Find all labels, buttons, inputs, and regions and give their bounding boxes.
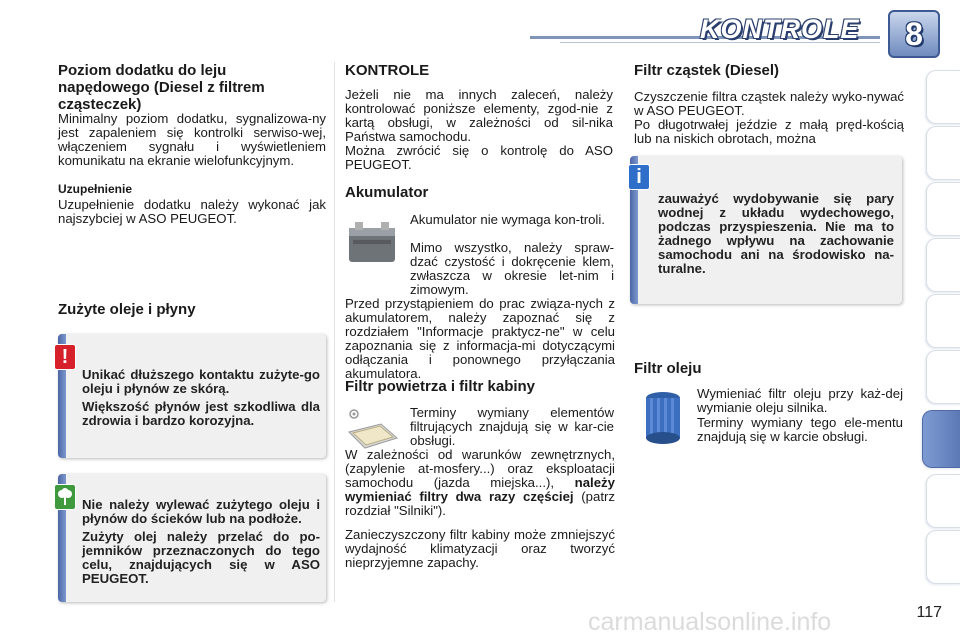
oil-filter-text-2: Terminy wymiany tego ele-mentu znajdują się w karcie obsługi.	[697, 415, 903, 444]
warning-box	[58, 334, 326, 458]
environment-text-1: Nie należy wylewać zużytego oleju i płynów do ścieków lub na podłoże.	[82, 497, 320, 526]
particle-filter-text-1: Czyszczenie filtra cząstek należy wyko-nywać w ASO PEUGEOT.	[634, 89, 904, 118]
chapter-tab[interactable]	[926, 126, 960, 180]
additive-level-title: Poziom dodatku do leju napędowego (Diesel z filtrem cząsteczek)	[58, 62, 265, 113]
chapter-tab-active[interactable]	[922, 410, 960, 468]
air-filter-title: Filtr powietrza i filtr kabiny	[345, 378, 536, 395]
page-number: 117	[916, 604, 942, 621]
air-filter-text-2a: W zależności od warunków zewnętrznych, (zapylenie at-mosfery...) oraz eksploatacji samochodu (jazda miejska...),	[345, 447, 615, 490]
column-divider	[334, 62, 335, 602]
info-text: zauważyć wydobywanie się pary wodnej z układu wydechowego, podczas przyspieszenia. Nie ma to żadnego wpływu na zachowanie samochodu ani na środowisko na-turalne.	[658, 191, 894, 276]
chapter-number-badge	[888, 10, 940, 58]
battery-text-2: Mimo wszystko, należy spraw-dzać czystość i dokręcenie klem, zwłaszcza w okresie let-nim i zimowym.	[410, 240, 614, 297]
battery-title: Akumulator	[345, 184, 429, 201]
battery-text-3: Przed przystąpieniem do prac związa-nych z akumulatorem, należy zapoznać się z rozdziałem "Informacje praktycz-ne" w celu zapoznania się z informacja-mi dotyczącymi odłączania i ponownego przyłączania akumulatora.	[345, 296, 615, 381]
warning-icon: !	[54, 344, 76, 370]
used-oils-title: Zużyte oleje i płyny	[58, 301, 196, 318]
chapter-tab[interactable]	[926, 530, 960, 584]
oil-filter-title: Filtr oleju	[634, 360, 702, 377]
particle-filter-text-2: Po długotrwałej jeździe z małą pręd-kością lub na niskich obrotach, można	[634, 117, 904, 146]
refill-body: Uzupełnienie dodatku należy wykonać jak najszybciej w ASO PEUGEOT.	[58, 197, 326, 226]
warning-text-2: Większość płynów jest szkodliwa dla zdrowia i bardzo korozyjna.	[82, 399, 320, 428]
air-filter-text-1: Terminy wymiany elementów filtrujących znajdują się w kar-cie obsługi.	[410, 405, 614, 448]
oil-filter-image	[640, 390, 686, 446]
chapter-tabs	[926, 70, 960, 610]
chapter-number: 8	[905, 15, 923, 52]
environment-text-2: Zużyty olej należy przelać do po-jemników przeznaczonych do tego celu, znajdujących się w ASO PEUGEOT.	[82, 529, 320, 586]
air-filter-text-2c: (patrz rozdział "Silniki").	[345, 489, 615, 518]
controls-intro-2: Można zwrócić się o kontrolę do ASO PEUGEOT.	[345, 143, 613, 172]
air-filter-text-2	[345, 448, 615, 518]
chapter-tab[interactable]	[926, 70, 960, 124]
warning-text-1: Unikać dłuższego kontaktu zużyte-go oleju i płynów ze skórą.	[82, 367, 320, 396]
chapter-tab[interactable]	[926, 238, 960, 292]
tree-icon	[54, 484, 76, 510]
environment-box	[58, 474, 326, 602]
info-icon: i	[628, 164, 650, 190]
chapter-tab[interactable]	[926, 474, 960, 528]
watermark: carmanualsonline.info	[588, 608, 832, 636]
chapter-tab[interactable]	[926, 350, 960, 404]
refill-title: Uzupełnienie	[58, 182, 133, 196]
battery-image	[345, 216, 401, 266]
chapter-title: KONTROLE	[700, 14, 860, 44]
chapter-tab[interactable]	[926, 294, 960, 348]
air-filter-text-2b: należy wymieniać filtry dwa razy częściej	[345, 475, 615, 504]
additive-level-body: Minimalny poziom dodatku, sygnalizowa-ny jest zapaleniem się kontrolki serwiso-wej, włączeniem sygnału i wyświetleniem komunikatu na ekranie wielofunkcyjnym.	[58, 111, 326, 168]
oil-filter-text-1: Wymieniać filtr oleju przy każ-dej wymianie oleju silnika.	[697, 386, 903, 415]
controls-intro: Jeżeli nie ma innych zaleceń, należy kontrolować poniższe elementy, zgod-nie z kartą obsługi, w zależności od sil-nika Państwa samochodu.	[345, 87, 613, 144]
air-filter-text-3: Zanieczyszczony filtr kabiny może zmniejszyć wydajność klimatyzacji oraz tworzyć nieprzyjemne zapachy.	[345, 527, 615, 570]
particle-filter-title: Filtr cząstek (Diesel)	[634, 62, 780, 79]
chapter-tab[interactable]	[926, 182, 960, 236]
controls-title: KONTROLE	[345, 62, 430, 79]
battery-text-1: Akumulator nie wymaga kon-troli.	[410, 212, 605, 227]
info-box	[630, 156, 902, 304]
